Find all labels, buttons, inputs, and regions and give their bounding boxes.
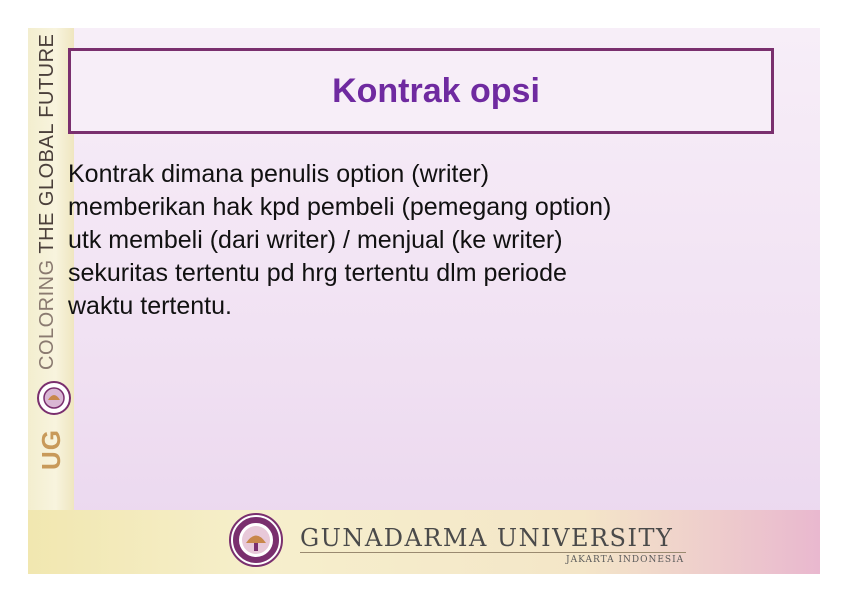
side-banner-text-dark: THE GLOBAL FUTURE (36, 33, 58, 254)
body-line: sekuritas tertentu pd hrg tertentu dlm periode (68, 259, 567, 287)
body-line: memberikan hak kpd pembeli (pemegang option) (68, 193, 612, 221)
body-line: utk membeli (dari writer) / menjual (ke writer) (68, 226, 563, 254)
slide-body (68, 158, 788, 323)
body-line: Kontrak dimana penulis option (writer) (68, 160, 490, 188)
side-banner-text-light: COLORING (36, 253, 58, 370)
footer-seal-icon (228, 512, 284, 568)
slide-title: Kontrak opsi (332, 71, 540, 110)
footer-divider (300, 552, 686, 553)
body-line: waktu tertentu. (68, 292, 232, 320)
title-box (68, 48, 774, 134)
side-banner-ug: UG (36, 429, 66, 470)
university-seal-icon (36, 380, 72, 416)
side-banner-text (36, 34, 59, 370)
footer-university-name: GUNADARMA UNIVERSITY (300, 524, 674, 552)
footer-location: JAKARTA INDONESIA (566, 555, 685, 565)
